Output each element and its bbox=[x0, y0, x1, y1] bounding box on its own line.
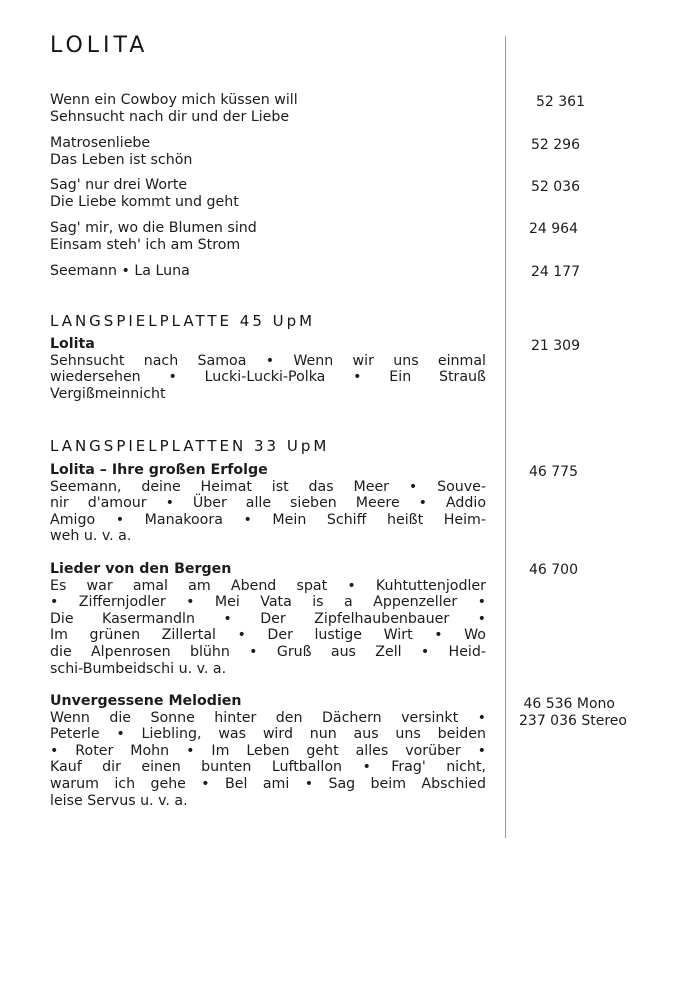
album-title: Unvergessene Melodien bbox=[50, 693, 242, 709]
catalog-number: 21 309 bbox=[531, 338, 580, 354]
track-line: • Roter Mohn • Im Leben geht alles vorüber • bbox=[50, 742, 486, 759]
track-line: nir d'amour • Über alle sieben Meere • Addio bbox=[50, 495, 486, 512]
song-line: Einsam steh' ich am Strom bbox=[50, 236, 241, 253]
song-line: Sehnsucht nach dir und der Liebe bbox=[50, 108, 290, 125]
track-line: warum ich gehe • Bel ami • Sag beim Abschied bbox=[50, 775, 486, 792]
track-line: Amigo • Manakoora • Mein Schiff heißt Heim- bbox=[50, 511, 486, 528]
track-line: schi-Bumbeidschi u. v. a. bbox=[50, 660, 227, 677]
track-line: Peterle • Liebling, was wird nun aus uns beiden bbox=[50, 726, 486, 743]
album-entry bbox=[50, 561, 486, 677]
section-heading-lp33: LANGSPIELPLATTEN 33 UpM bbox=[50, 437, 330, 455]
album-entry bbox=[50, 693, 486, 809]
track-line: die Alpenrosen blühn • Gruß aus Zell • Heid- bbox=[50, 643, 486, 660]
song-line: Das Leben ist schön bbox=[50, 151, 193, 168]
single-entry bbox=[50, 92, 486, 125]
song-line: Seemann • La Luna bbox=[50, 263, 190, 279]
song-line: Wenn ein Cowboy mich küssen will bbox=[50, 92, 298, 108]
single-entry bbox=[50, 220, 486, 253]
track-line: Die Kasermandln • Der Zipfelhaubenbauer • bbox=[50, 610, 486, 627]
song-line: Matrosenliebe bbox=[50, 135, 151, 151]
album-entry bbox=[50, 462, 486, 545]
track-line: wiedersehen • Lucki-Lucki-Polka • Ein Strauß bbox=[50, 369, 486, 386]
catalog-number: 52 361 bbox=[536, 94, 585, 110]
single-entry bbox=[50, 135, 486, 168]
track-line: Kauf dir einen bunten Luftballon • Frag' nicht, bbox=[50, 759, 486, 776]
track-line: Es war amal am Abend spat • Kuhtuttenjodler bbox=[50, 577, 486, 594]
track-line: Vergißmeinnicht bbox=[50, 385, 166, 402]
track-line: Wenn die Sonne hinter den Dächern versinkt • bbox=[50, 709, 486, 726]
catalog-number: 46 700 bbox=[529, 562, 578, 578]
single-entry bbox=[50, 177, 486, 210]
catalog-number: 52 296 bbox=[531, 137, 580, 153]
track-line: weh u. v. a. bbox=[50, 528, 132, 545]
song-line: Sag' mir, wo die Blumen sind bbox=[50, 220, 257, 236]
track-line: • Ziffernjodler • Mei Vata is a Appenzeller • bbox=[50, 594, 486, 611]
catalog-number: 52 036 bbox=[531, 179, 580, 195]
album-title: Lieder von den Bergen bbox=[50, 561, 232, 577]
single-entry bbox=[50, 263, 486, 280]
song-line: Die Liebe kommt und geht bbox=[50, 193, 239, 210]
section-heading-lp45: LANGSPIELPLATTE 45 UpM bbox=[50, 312, 316, 330]
song-line: Sag' nur drei Worte bbox=[50, 177, 188, 193]
album-entry bbox=[50, 336, 486, 402]
track-line: Im grünen Zillertal • Der lustige Wirt • Wo bbox=[50, 627, 486, 644]
album-title: Lolita – Ihre großen Erfolge bbox=[50, 462, 268, 478]
catalog-number-mono: 46 536 Mono bbox=[519, 696, 615, 712]
catalog-number: 24 964 bbox=[529, 221, 578, 237]
catalog-number-stereo: 237 036 Stereo bbox=[519, 713, 627, 729]
track-line: Seemann, deine Heimat ist das Meer • Souve- bbox=[50, 478, 486, 495]
track-line: leise Servus u. v. a. bbox=[50, 792, 188, 809]
artist-heading: LOLITA bbox=[50, 33, 149, 58]
column-divider bbox=[505, 36, 506, 838]
catalog-number: 46 775 bbox=[529, 464, 578, 480]
catalog-number: 24 177 bbox=[531, 264, 580, 280]
track-line: Sehnsucht nach Samoa • Wenn wir uns einmal bbox=[50, 352, 486, 369]
album-title: Lolita bbox=[50, 336, 95, 352]
